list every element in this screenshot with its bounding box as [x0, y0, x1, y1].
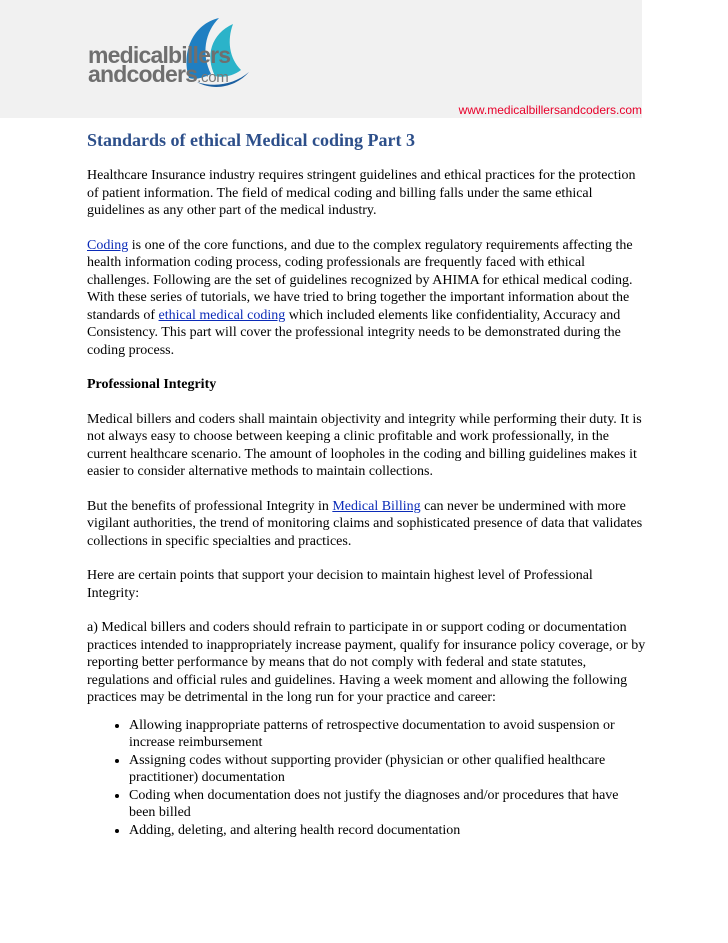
- article-title: Standards of ethical Medical coding Part 3: [87, 130, 415, 150]
- logo-line-2: [88, 61, 230, 87]
- logo-line-1: medicalbillers: [88, 42, 231, 68]
- benefits-text-1: But the benefits of professional Integrity in: [87, 498, 333, 514]
- logo-line-2-text: andcoders: [88, 61, 198, 87]
- integrity-paragraph: Medical billers and coders shall maintain objectivity and integrity while performing their duty. It is not always easy to choose between keeping a clinic profitable and work professionally, in the current healthcare scenario. The amount of loopholes in the coding and billing guidelines makes it easier to consider alternative methods to maintain collections.: [87, 411, 642, 479]
- list-item: • Allowing inappropriate patterns of retrospective documentation to avoid suspension or increase reimbursement: [129, 717, 647, 752]
- intro-paragraph: Healthcare Insurance industry requires stringent guidelines and ethical practices for the protection of patient information. The field of medical coding and billing falls under the same ethical guidelines as any other part of the medical industry.: [87, 168, 636, 218]
- site-url[interactable]: www.medicalbillersandcoders.com: [458, 103, 642, 117]
- coding-paragraph: [87, 237, 647, 360]
- point-a-paragraph: a) Medical billers and coders should refrain to participate in or support coding or documentation practices intended to inappropriately increase payment, qualify for insurance policy coverage, or by reporting better performance by means that do not comply with federal and state statutes, regulations and official rules and guidelines. Having a week moment and allowing the following practices may be detrimental in the long run for your practice and career:: [87, 620, 646, 705]
- coding-paragraph-text-2: which included elements like confidentiality, Accuracy and Consistency. This part will cover the professional integrity needs to be demonstrated during the coding process.: [87, 307, 621, 358]
- section-heading: Professional Integrity: [87, 377, 217, 392]
- points-intro-paragraph: Here are certain points that support your decision to maintain highest level of Professional Integrity:: [87, 568, 593, 601]
- practices-list: [87, 717, 647, 840]
- coding-paragraph-text-1: is one of the core functions, and due to the complex regulatory requirements affecting the health information coding process, coding professionals are frequently faced with ethical challenges. Following are the set of guidelines recognized by AHIMA for ethical medical coding. With these series of tutorials, we have tried to bring together the important information about the standards of: [87, 237, 633, 323]
- logo-suffix: .com: [197, 69, 229, 86]
- benefits-paragraph: [87, 498, 647, 551]
- list-item: • Adding, deleting, and altering health record documentation: [129, 822, 647, 840]
- ethical-medical-coding-link[interactable]: ethical medical coding: [158, 307, 286, 323]
- site-logo[interactable]: [88, 42, 231, 87]
- list-item: • Assigning codes without supporting provider (physician or other qualified healthcare practitioner) documentation: [129, 752, 647, 787]
- coding-link[interactable]: Coding: [87, 237, 129, 253]
- medical-billing-link[interactable]: Medical Billing: [332, 498, 421, 514]
- list-item: • Coding when documentation does not justify the diagnoses and/or procedures that have been billed: [129, 787, 647, 822]
- article-body: [87, 130, 647, 839]
- benefits-text-2: can never be undermined with more vigilant authorities, the trend of monitoring claims and sophisticated presence of data that validates collections in specific specialties and practices.: [87, 498, 643, 549]
